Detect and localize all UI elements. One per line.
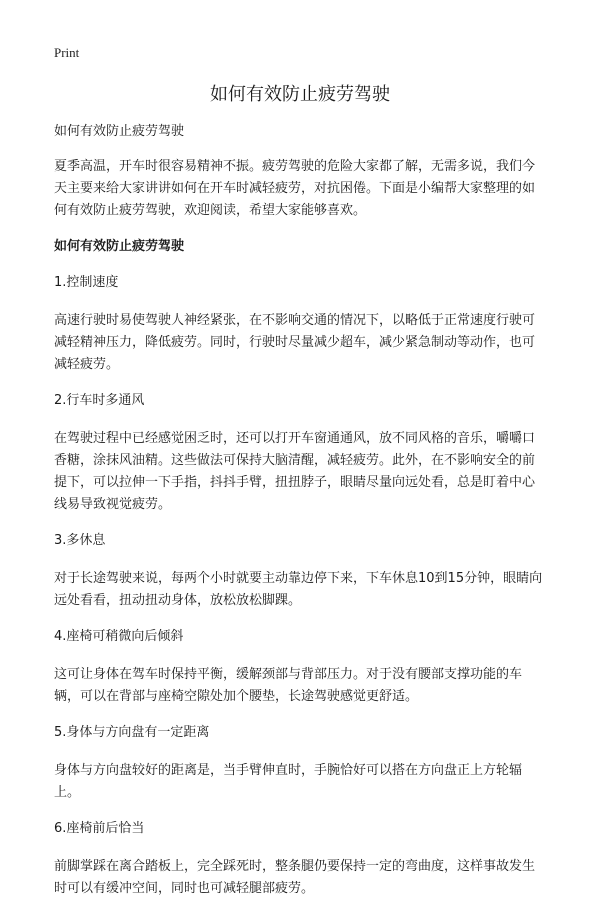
tip-item-6 <box>54 818 546 900</box>
tip-text: 在驾驶过程中已经感觉困乏时，还可以打开车窗通通风，放不同风格的音乐，嚼嚼口香糖，涂抹风油精。这些做法可保持大脑清醒，减轻疲劳。此外，在不影响安全的前提下，可以拉伸一下手指，抖抖手臂，扭扭脖子，眼睛尽量向远处看，总是盯着中心线易导致视觉疲劳。 <box>54 431 536 512</box>
tip-item-5 <box>54 722 546 804</box>
article-subtitle: 如何有效防止疲劳驾驶 <box>54 124 185 139</box>
tip-heading: 3.多休息 <box>54 533 106 548</box>
tip-item-1 <box>54 272 546 376</box>
tip-item-4 <box>54 626 546 708</box>
tip-text: 高速行驶时易使驾驶人神经紧张，在不影响交通的情况下，以略低于正常速度行驶可减轻精神压力，降低疲劳。同时，行驶时尽量减少超车，减少紧急制动等动作，也可减轻疲劳。 <box>54 313 536 372</box>
tip-text: 身体与方向盘较好的距离是，当手臂伸直时，手腕恰好可以搭在方向盘正上方轮辐上。 <box>54 763 523 800</box>
tip-item-3 <box>54 530 546 612</box>
tip-item-2 <box>54 390 546 516</box>
tip-heading: 4.座椅可稍微向后倾斜 <box>54 629 184 644</box>
section-heading: 如何有效防止疲劳驾驶 <box>54 239 185 254</box>
tip-heading: 6.座椅前后恰当 <box>54 821 145 836</box>
intro-paragraph: 夏季高温，开车时很容易精神不振。疲劳驾驶的危险大家都了解，无需多说，我们今天主要来给大家讲讲如何在开车时减轻疲劳，对抗困倦。下面是小编帮大家整理的如何有效防止疲劳驾驶，欢迎阅读，希望大家能够喜欢。 <box>54 159 536 218</box>
tip-text: 前脚掌踩在离合踏板上，完全踩死时，整条腿仍要保持一定的弯曲度，这样事故发生时可以有缓冲空间，同时也可减轻腿部疲劳。 <box>54 859 536 896</box>
tip-text: 对于长途驾驶来说，每两个小时就要主动靠边停下来，下车休息10到15分钟，眼睛向远处看看，扭动扭动身体，放松放松脚踝。 <box>54 571 543 608</box>
print-link[interactable]: Print <box>54 45 80 60</box>
page-title: 如何有效防止疲劳驾驶 <box>210 84 390 105</box>
tip-heading: 1.控制速度 <box>54 275 119 290</box>
tip-text: 这可让身体在驾车时保持平衡，缓解颈部与背部压力。对于没有腰部支撑功能的车辆，可以在背部与座椅空隙处加个腰垫，长途驾驶感觉更舒适。 <box>54 667 523 704</box>
tip-heading: 2.行车时多通风 <box>54 393 145 408</box>
tip-heading: 5.身体与方向盘有一定距离 <box>54 725 210 740</box>
